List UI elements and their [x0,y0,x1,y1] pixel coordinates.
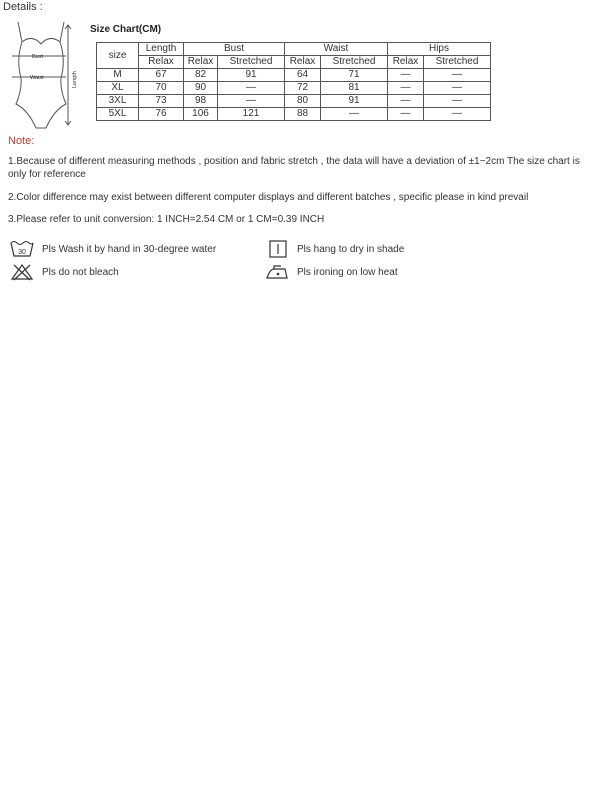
cell-size: 5XL [97,108,139,121]
header-hips: Hips [388,43,491,56]
note-item: 2.Color difference may exist between different computer displays and different batches , specific please in kind prevail [8,192,529,203]
cell-waist-stretched: 91 [321,95,388,108]
cell-hips-relax: — [388,69,424,82]
cell-waist-stretched: 71 [321,69,388,82]
header-length: Length [139,43,184,56]
cell-bust-relax: 82 [184,69,218,82]
table-header-row [97,43,491,56]
header-waist: Waist [285,43,388,56]
cell-bust-relax: 98 [184,95,218,108]
cell-bust-stretched: — [218,95,285,108]
cell-hips-relax: — [388,95,424,108]
cell-bust-stretched: 121 [218,108,285,121]
subheader-relax: Relax [139,56,184,69]
size-chart-title: Size Chart(CM) [90,24,162,35]
cell-length: 73 [139,95,184,108]
care-iron-text: Pls ironing on low heat [297,266,398,278]
subheader-relax: Relax [184,56,218,69]
cell-size: 3XL [97,95,139,108]
care-dry-text: Pls hang to dry in shade [297,243,405,255]
cell-hips-stretched: — [424,69,491,82]
right-strap [60,22,64,42]
bust-label: Bust [32,54,44,60]
cell-bust-stretched: 91 [218,69,285,82]
cell-bust-relax: 90 [184,82,218,95]
note-item: 1.Because of different measuring methods , position and fabric stretch , the data will have a deviation of ±1~2cm The size chart is only for reference [8,156,580,180]
cell-waist-stretched: 81 [321,82,388,95]
table-subheader-row [97,56,491,69]
care-bleach-text: Pls do not bleach [42,266,119,278]
subheader-relax: Relax [388,56,424,69]
cell-hips-stretched: — [424,82,491,95]
table-row [97,108,491,121]
cell-length: 70 [139,82,184,95]
table-row [97,95,491,108]
cell-hips-relax: — [388,82,424,95]
cell-waist-relax: 88 [285,108,321,121]
care-wash [10,240,216,258]
iron-low-heat-icon [265,263,289,281]
hand-wash-icon [10,240,34,258]
cell-bust-stretched: — [218,82,285,95]
care-dry [267,240,404,258]
subheader-stretched: Stretched [424,56,491,69]
note-item: 3.Please refer to unit conversion: 1 INCH=2.54 CM or 1 CM=0.39 INCH [8,214,325,225]
length-label: Length [72,71,78,88]
cell-size: M [97,69,139,82]
header-size: size [97,43,139,69]
cell-hips-stretched: — [424,95,491,108]
subheader-stretched: Stretched [218,56,285,69]
subheader-stretched: Stretched [321,56,388,69]
hang-dry-icon [267,240,289,258]
no-bleach-icon [10,263,34,281]
size-chart-table [96,42,491,121]
header-bust: Bust [184,43,285,56]
table-row [97,82,491,95]
cell-waist-relax: 72 [285,82,321,95]
note-label: Note: [8,135,35,147]
cell-hips-relax: — [388,108,424,121]
cell-hips-stretched: — [424,108,491,121]
left-strap [18,22,22,42]
swimsuit-figure [6,20,82,140]
cell-size: XL [97,82,139,95]
cell-waist-stretched: — [321,108,388,121]
cell-length: 76 [139,108,184,121]
cell-bust-relax: 106 [184,108,218,121]
waist-label: Waist [30,75,44,81]
cell-length: 67 [139,69,184,82]
wash-temperature: 30 [18,249,26,256]
cell-waist-relax: 80 [285,95,321,108]
swimsuit-outline [16,38,66,128]
care-wash-text: Pls Wash it by hand in 30-degree water [42,243,217,255]
care-bleach [10,263,119,281]
care-iron [265,263,398,281]
details-label: Details : [3,1,43,13]
cell-waist-relax: 64 [285,69,321,82]
table-row [97,69,491,82]
subheader-relax: Relax [285,56,321,69]
